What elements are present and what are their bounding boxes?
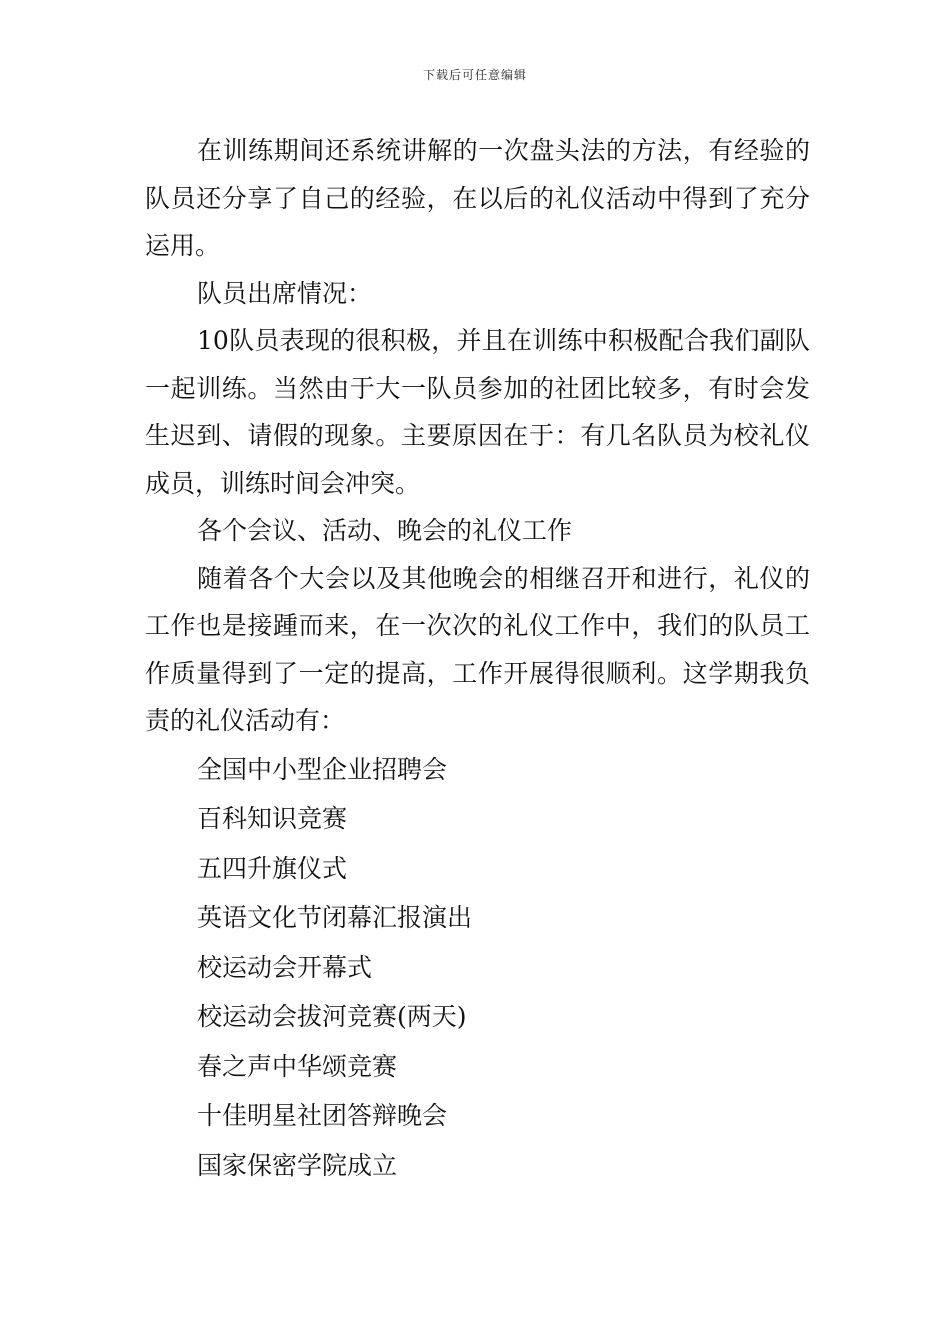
list-item: 五四升旗仪式: [197, 853, 348, 883]
list-item: 百科知识竞赛: [197, 804, 348, 833]
activity-list: [145, 745, 810, 1191]
paragraph-attendance-heading: 队员出席情况：: [197, 278, 373, 308]
list-item: 全国中小型企业招聘会: [197, 754, 448, 784]
paragraph-training-method: 在训练期间还系统讲解的一次盘头法的方法，有经验的队员还分享了自己的经验，在以后的礼仪活动中得到了充分运用。: [145, 136, 810, 260]
paragraph-events-heading: 各个会议、活动、晚会的礼仪工作: [197, 516, 573, 545]
list-item: 十佳明星社团答辩晚会: [197, 1101, 448, 1130]
list-item: 英语文化节闭幕汇报演出: [197, 903, 473, 932]
list-item: 春之声中华颂竞赛: [197, 1051, 398, 1081]
page-header-note: 下载后可任意编辑: [422, 68, 527, 82]
paragraph-attendance-detail: 10队员表现的很积极，并且在训练中积极配合我们副队一起训练。当然由于大一队员参加的社团比较多，有时会发生迟到、请假的现象。主要原因在于：有几名队员为校礼仪成员，训练时间会冲突。: [145, 326, 810, 498]
document-body: [145, 127, 810, 1190]
list-item: 校运动会开幕式: [197, 952, 373, 982]
paragraph-events-intro: 随着各个大会以及其他晚会的相继召开和进行，礼仪的工作也是接踵而来，在一次次的礼仪工作中，我们的队员工作质量得到了一定的提高，工作开展得很顺利。这学期我负责的礼仪活动有：: [145, 563, 810, 735]
list-item: 国家保密学院成立: [197, 1150, 398, 1180]
list-item: 校运动会拔河竞赛(两天): [197, 1002, 467, 1031]
